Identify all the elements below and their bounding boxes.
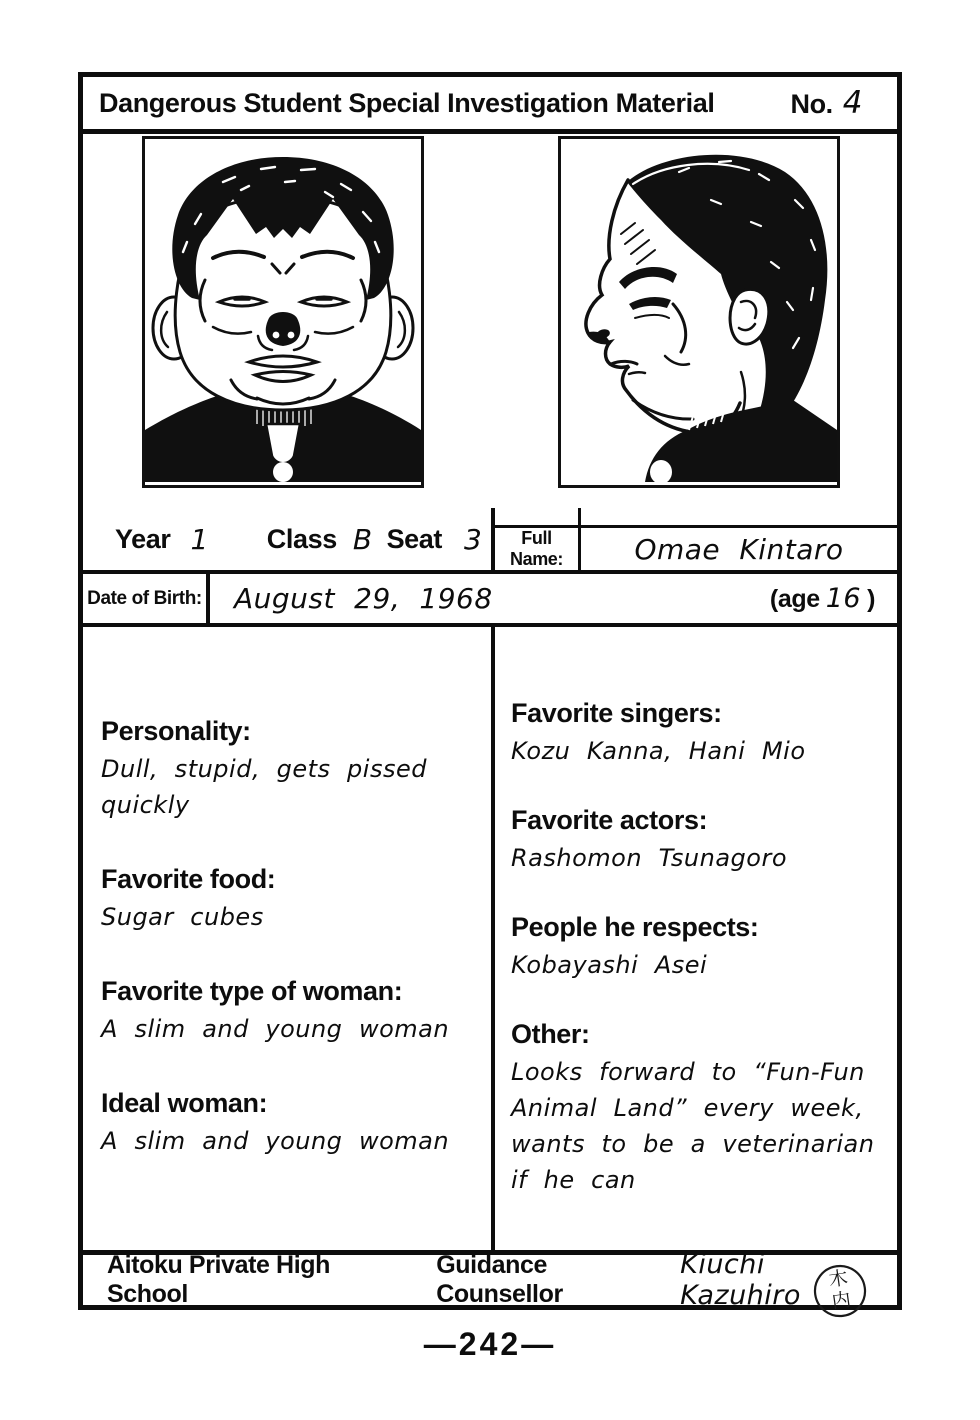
investigation-sheet [78,72,902,1314]
class-value: B [352,522,373,556]
number-value: 4 [842,85,863,121]
full-name-label: Full Name: [495,528,581,570]
seat-value: 3 [464,522,483,556]
age-group [770,583,875,614]
id-band [83,508,897,574]
details-area [83,627,897,1250]
sheet-header [83,77,897,134]
year-label: Year [115,523,171,554]
favorite-woman-type-value: A slim and young woman [101,1015,450,1043]
other-section [511,1018,877,1198]
seat-label: Seat [386,523,443,554]
stamp-kanji-bottom: 内 [830,1288,853,1314]
profile-portrait-illustration [561,139,837,485]
name-top-row [495,508,897,528]
people-he-respects-label: People he respects: [511,912,759,942]
favorite-woman-type-section [101,975,471,1047]
name-bottom-row [495,528,897,570]
people-he-respects-value: Kobayashi Asei [511,951,708,979]
favorite-food-section [101,863,471,935]
front-mugshot-frame [142,136,424,488]
full-name-block [495,508,897,570]
dob-band [83,574,897,627]
full-name-value: Omae Kintaro [634,532,844,566]
counsellor-label: Guidance Counsellor [436,1251,563,1308]
empty-cell-wide [581,508,897,525]
stamp-kanji-top: 木 [827,1266,850,1292]
personality-section [101,715,471,823]
sheet-title: Dangerous Student Special Investigation Material [99,87,715,118]
favorite-food-label: Favorite food: [101,864,276,894]
favorite-singers-section [511,697,877,769]
favorite-singers-label: Favorite singers: [511,698,722,728]
age-value: 16 [825,583,862,614]
dob-value-cell [210,574,897,623]
front-portrait-illustration [145,139,421,485]
sheet-footer [83,1249,897,1314]
school-name: Aitoku Private High School [107,1251,330,1308]
favorite-actors-section [511,804,877,876]
class-label: Class [266,523,337,554]
personality-value: Dull, stupid, gets pissed quickly [101,755,427,819]
ideal-woman-label: Ideal woman: [101,1088,268,1118]
favorite-food-value: Sugar cubes [101,903,264,931]
ideal-woman-section [101,1087,471,1159]
sheet-number [790,85,881,121]
other-value: Looks forward to “Fun-Fun Animal Land” every week, wants to be a veterinarian if he can [511,1058,875,1194]
other-label: Other: [511,1019,590,1049]
favorite-actors-label: Favorite actors: [511,805,708,835]
age-open: (age [769,585,820,613]
counsellor-name: Kiuchi Kazuhiro [680,1249,801,1311]
personality-label: Personality: [101,716,251,746]
details-right-column [495,627,897,1250]
details-left-column [83,627,495,1250]
page-number: —242— [423,1326,557,1362]
favorite-actors-value: Rashomon Tsunagoro [511,844,787,872]
dob-value: August 29, 1968 [234,582,493,615]
people-he-respects-section [511,911,877,983]
hanko-stamp-icon [809,1257,871,1323]
year-value: 1 [190,522,209,556]
age-close: ) [867,585,875,613]
year-class-seat-cell [83,508,495,570]
favorite-woman-type-label: Favorite type of woman: [101,976,403,1006]
dob-label: Date of Birth: [83,574,210,623]
photo-area [83,134,897,508]
empty-cell-small [495,508,581,525]
profile-mugshot-frame [558,136,840,488]
ideal-woman-value: A slim and young woman [101,1127,450,1155]
favorite-singers-value: Kozu Kanna, Hani Mio [511,737,806,765]
number-label: No. [790,89,833,119]
